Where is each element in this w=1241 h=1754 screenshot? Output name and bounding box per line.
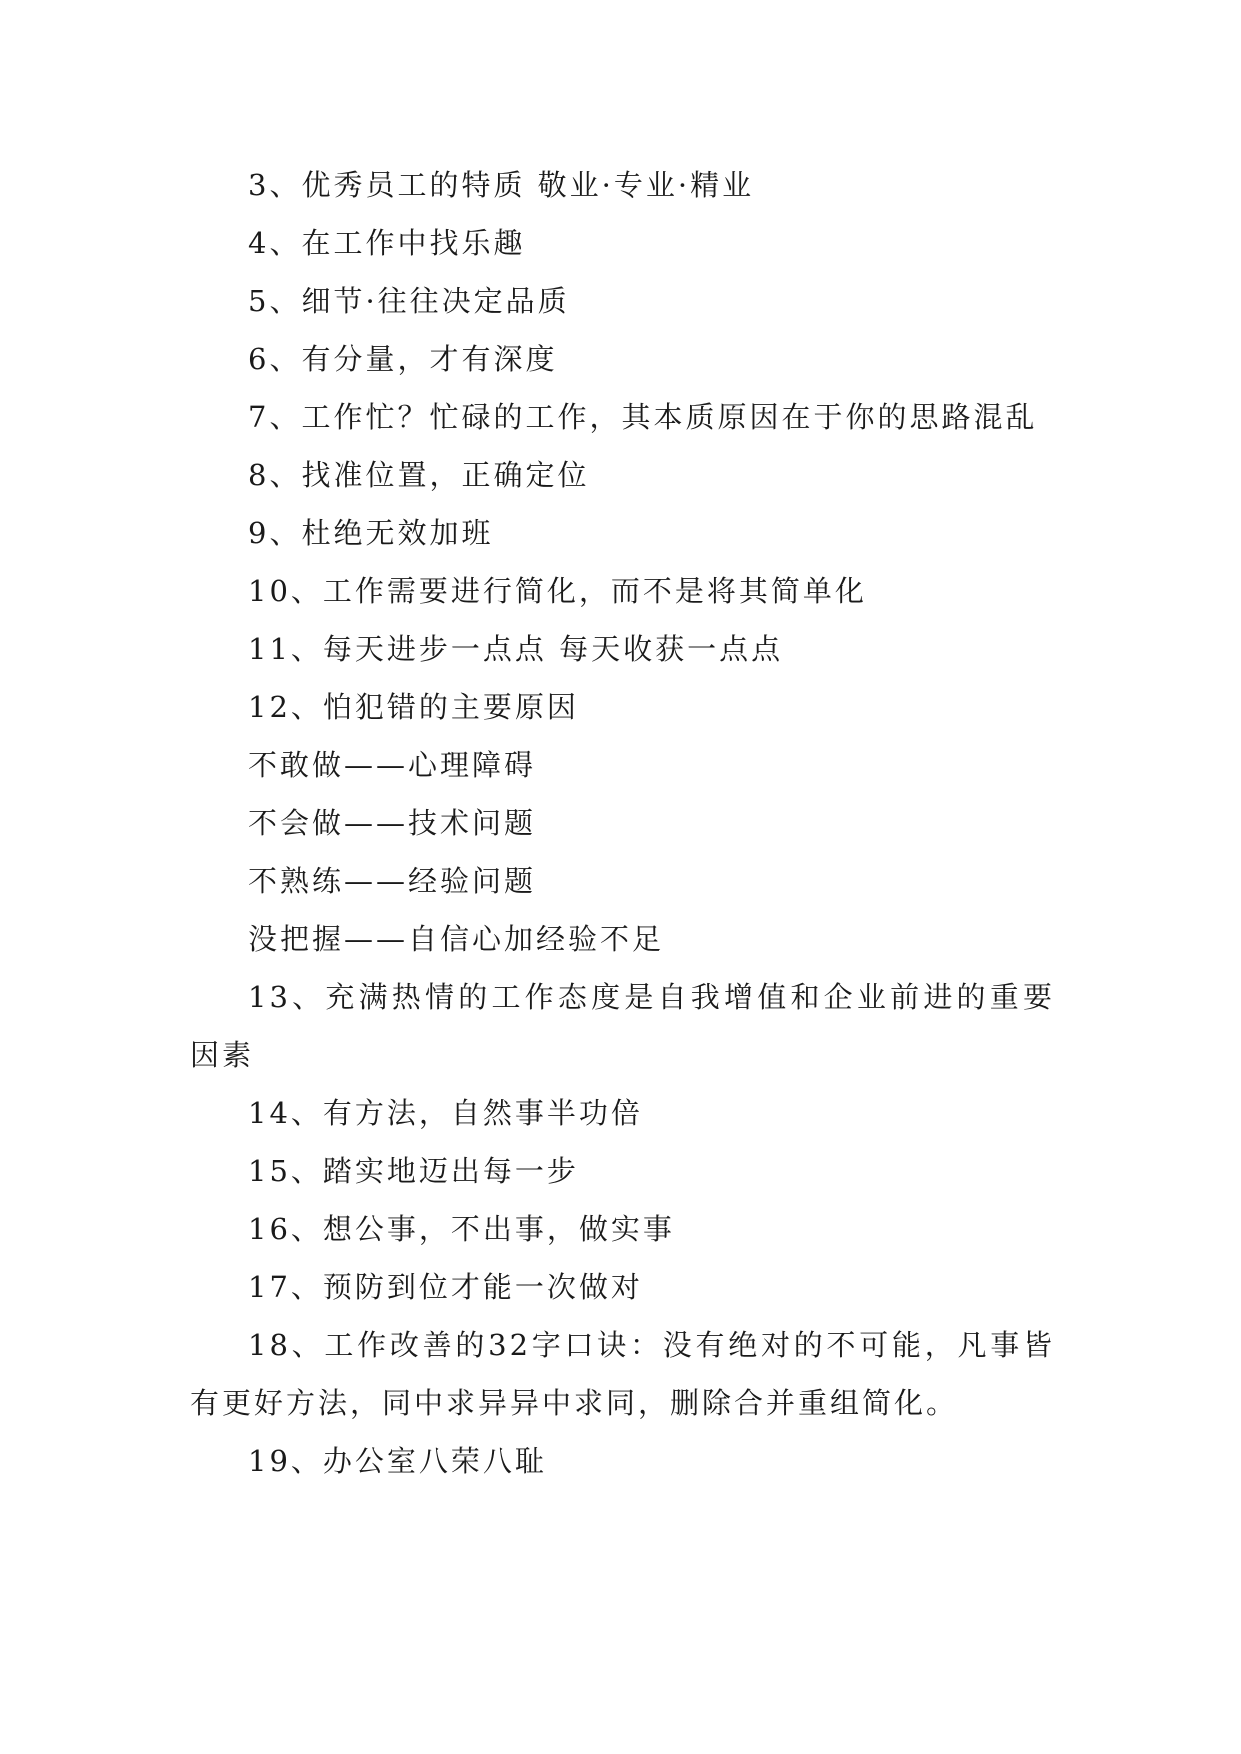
paragraph-4: 4、在工作中找乐趣 (248, 226, 526, 260)
paragraph-12-item-2: 不会做——技术问题 (248, 806, 537, 840)
paragraph-8: 8、找准位置，正确定位 (248, 458, 590, 492)
paragraph-6: 6、有分量，才有深度 (248, 342, 558, 376)
paragraph-12-item-3: 不熟练——经验问题 (248, 864, 537, 898)
paragraph-12-item-1: 不敢做——心理障碍 (248, 748, 537, 782)
paragraph-13: 13、充满热情的工作态度是自我增值和企业前进的重要因素 (190, 980, 1055, 1072)
paragraph-18: 18、工作改善的32字口诀：没有绝对的不可能，凡事皆有更好方法，同中求异异中求同，删除合并重组简化。 (190, 1328, 1055, 1420)
paragraph-17: 17、预防到位才能一次做对 (248, 1270, 643, 1304)
paragraph-15: 15、踏实地迈出每一步 (248, 1154, 579, 1188)
paragraph-16: 16、想公事，不出事，做实事 (248, 1212, 675, 1246)
paragraph-9: 9、杜绝无效加班 (248, 516, 494, 550)
paragraph-14: 14、有方法，自然事半功倍 (248, 1096, 643, 1130)
paragraph-19: 19、办公室八荣八耻 (248, 1444, 547, 1478)
paragraph-3: 3、优秀员工的特质 敬业·专业·精业 (248, 168, 755, 202)
paragraph-7: 7、工作忙？忙碌的工作，其本质原因在于你的思路混乱 (248, 400, 1038, 434)
paragraph-5: 5、细节·往往决定品质 (248, 284, 570, 318)
paragraph-12-item-4: 没把握——自信心加经验不足 (248, 922, 665, 956)
paragraph-11: 11、每天进步一点点 每天收获一点点 (248, 632, 784, 666)
paragraph-10: 10、工作需要进行简化，而不是将其简单化 (248, 574, 867, 608)
document-body (190, 156, 1055, 1490)
paragraph-12: 12、怕犯错的主要原因 (248, 690, 579, 724)
